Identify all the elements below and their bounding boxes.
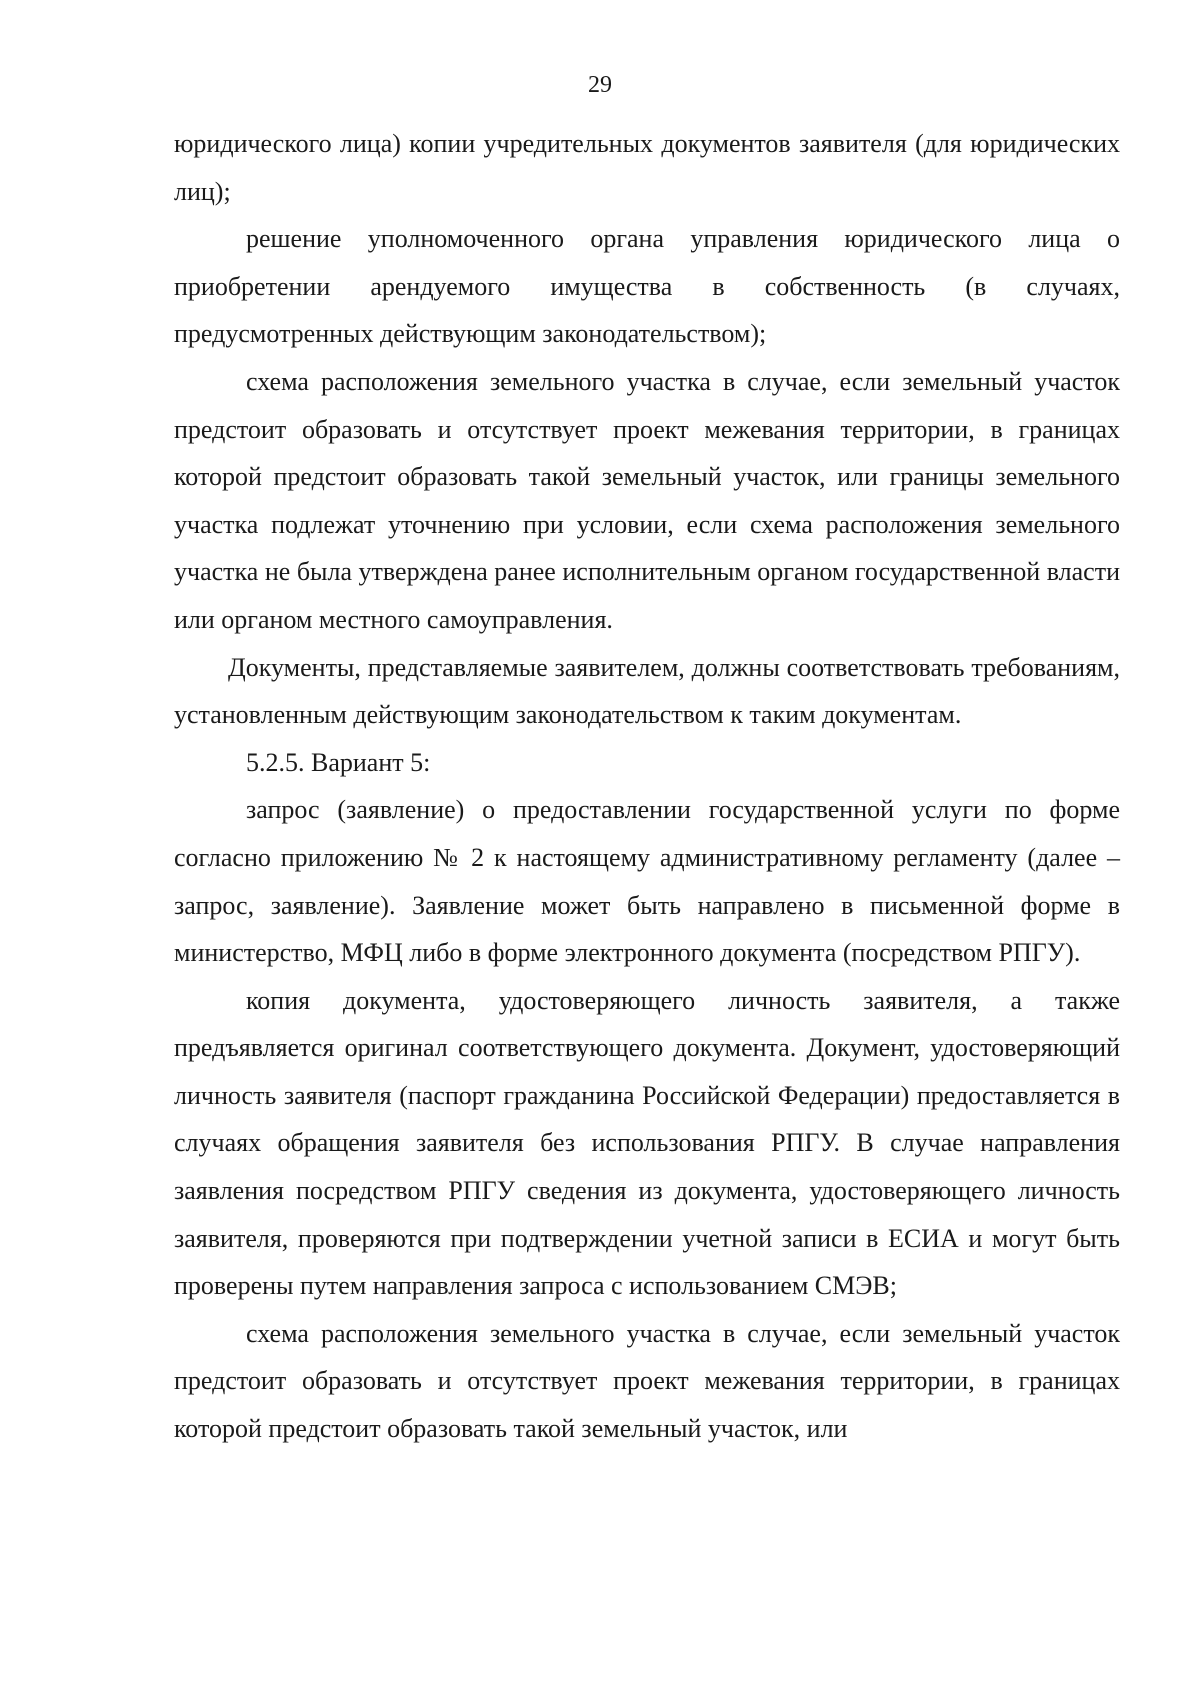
paragraph-land-scheme-2: схема расположения земельного участка в случае, если земельный участок предстоит образовать и отсутствует проект межевания территории, в границах которой предстоит образовать такой земельный участок, или [174,1318,1120,1444]
paragraph-request: запрос (заявление) о предоставлении государственной услуги по форме согласно приложению № 2 к настоящему административному регламенту (далее – запрос, заявление). Заявление может быть направлено в письменной форме в министерство, МФЦ либо в форме электронного документа (посредством РПГУ). [174,795,1120,968]
page-number: 29 [588,72,612,98]
paragraph-decision: решение уполномоченного органа управления юридического лица о приобретении арендуемого имущества в собственность (в случаях, предусмотренных действующим законодательством); [174,224,1120,349]
paragraph-requirements: Документы, представляемые заявителем, должны соответствовать требованиям, установленным действующим законодательством к таким документам. [174,652,1120,730]
document-body [174,120,1120,1453]
paragraph-founding-docs: юридического лица) копии учредительных документов заявителя (для юридических лиц); [174,129,1120,206]
paragraph-land-scheme: схема расположения земельного участка в случае, если земельный участок предстоит образовать и отсутствует проект межевания территории, в границах которой предстоит образовать такой земельный участок, или границы земельного участка подлежат уточнению при условии, если схема расположения земельного участка не была утверждена ранее исполнительным органом государственной власти или органом местного самоуправления. [174,366,1120,634]
section-heading-variant-5: 5.2.5. Вариант 5: [246,747,431,777]
paragraph-identity-doc: копия документа, удостоверяющего личность заявителя, а также предъявляется оригинал соответствующего документа. Документ, удостоверяющий личность заявителя (паспорт гражданина Российской Федерации) предоставляется в случаях обращения заявителя без использования РПГУ. В случае направления заявления посредством РПГУ сведения из документа, удостоверяющего личность заявителя, проверяются при подтверждении учетной записи в ЕСИА и могут быть проверены путем направления запроса с использованием СМЭВ; [174,985,1120,1301]
